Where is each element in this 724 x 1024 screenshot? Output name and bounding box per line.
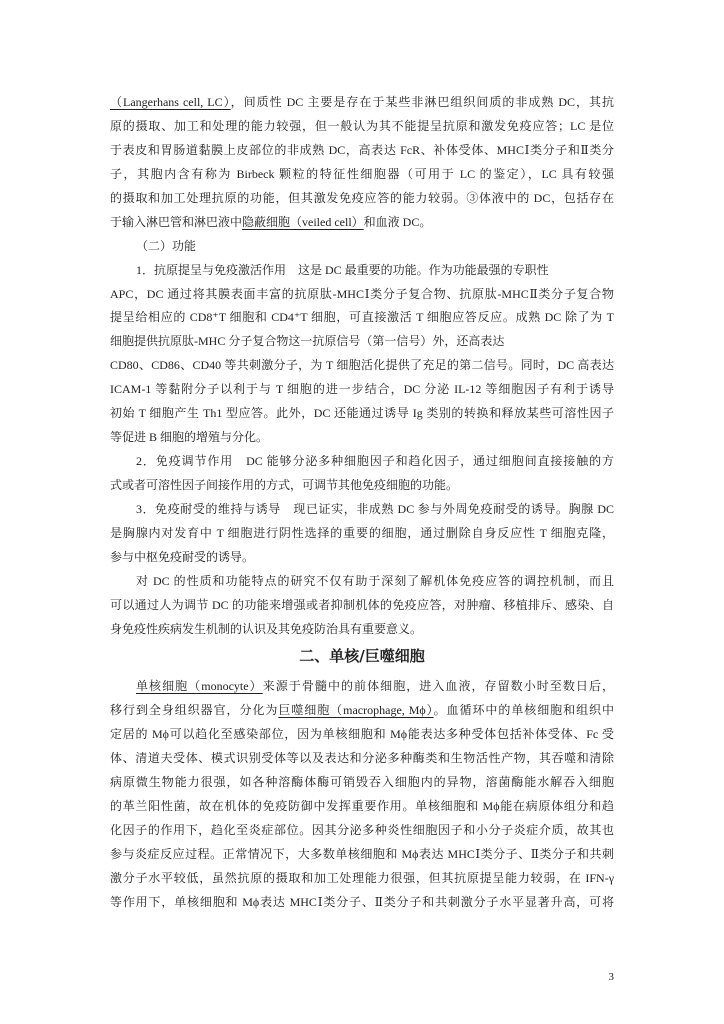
text-line [110, 211, 614, 235]
text-line [110, 674, 614, 698]
text-line: 式或者可溶性因子间接作用的方式，可调节其他免疫细胞的功能。 [110, 478, 459, 492]
text-line [110, 91, 614, 115]
text-line: 的革兰阳性菌，故在机体的免疫防御中发挥重要作用。单核细胞和 Mϕ能在病原体组分和趋 [110, 798, 614, 813]
text-line: 2．免疫调节作用 DC 能够分泌多种细胞因子和趋化因子，通过细胞间直接接触的方 [136, 454, 614, 469]
text-line: CD80、CD86、CD40 等共刺激分子，为 T 细胞活化提供了充足的第二信号。同时，DC 高表达 [110, 358, 614, 373]
text-line: 体、清道夫受体、模式识别受体等以及表达和分泌多种酶类和生物活性产物，其吞噬和清除 [110, 750, 614, 765]
underlined-term: 巨噬细胞（macrophage, Mϕ） [278, 702, 434, 717]
text-segment: 。血循环中的单核细胞和组织中 [433, 702, 614, 717]
underlined-term: 单核细胞（monocyte） [136, 678, 263, 693]
text-segment: 和血液 DC。 [363, 214, 432, 229]
text-segment: 来源于骨髓中的前体细胞，进入血液，存留数小时至数日后， [262, 678, 614, 693]
section-heading: 二、单核/巨噬细胞 [299, 646, 425, 665]
text-line: 初始 T 细胞产生 Th1 型应答。此外，DC 还能通过诱导 Ig 类别的转换和释放某些可溶性因子 [110, 406, 614, 421]
text-segment: ，间质性 DC 主要是存在于某些非淋巴组织间质的非成熟 DC，其抗 [230, 95, 614, 109]
text-line: 定居的 Mϕ可以趋化至感染部位，因为单核细胞和 Mϕ能表达多种受体包括补体受体、Fc 受 [110, 726, 614, 741]
text-line: 于表皮和胃肠道黏膜上皮部位的非成熟 DC，高表达 FcR、补体受体、MHCⅠ类分子和Ⅱ类分 [110, 142, 614, 157]
text-line: 3．免疫耐受的维持与诱导 现已证实，非成熟 DC 参与外周免疫耐受的诱导。胸腺 DC [136, 501, 614, 516]
text-line: 是胸腺内对发育中 T 细胞进行阴性选择的重要的细胞，通过删除自身反应性 T 细胞克隆， [110, 525, 614, 540]
text-line: 1．抗原提呈与免疫激活作用 这是 DC 最重要的功能。作为功能最强的专职性 [136, 262, 549, 277]
text-line: 等作用下，单核细胞和 Mϕ表达 MHCⅠ类分子、Ⅱ类分子和共刺激分子水平显著升高，可将 [110, 894, 614, 909]
text-line: 身免疫性疾病发生机制的认识及其免疫防治具有重要意义。 [110, 621, 423, 636]
text-line: 的摄取和加工处理抗原的功能，但其激发免疫应答的能力较弱。③体液中的 DC，包括存在 [110, 190, 614, 205]
text-line: 病原微生物能力很强，如各种溶酶体酶可销毁吞入细胞内的异物，溶菌酶能水解吞入细胞 [110, 774, 614, 789]
text-line: 提呈给相应的 CD8⁺T 细胞和 CD4⁺T 细胞，可直接激活 T 细胞应答反应。成熟 DC 除了为 T [110, 310, 614, 325]
text-line: APC，DC 通过将其膜表面丰富的抗原肽-MHCⅠ类分子复合物、抗原肽-MHCⅡ类分子复合物 [110, 286, 614, 301]
page-number: 3 [608, 971, 614, 983]
text-line: 参与中枢免疫耐受的诱导。 [110, 549, 255, 564]
text-segment: 于输入淋巴管和淋巴液中 [110, 214, 243, 229]
text-line: 激分子水平较低，虽然抗原的摄取和加工处理能力很强，但其抗原提呈能力较弱，在 IFN-γ [110, 870, 614, 885]
text-line: ICAM-1 等黏附分子以利于与 T 细胞的进一步结合，DC 分泌 IL-12 等细胞因子有利于诱导 [110, 382, 614, 397]
underlined-term: （Langerhans cell, LC） [110, 95, 231, 109]
text-line: 对 DC 的性质和功能特点的研究不仅有助于深刻了解机体免疫应答的调控机制，而且 [136, 573, 614, 588]
text-line [110, 698, 614, 722]
text-segment: 移行到全身组织器官，分化为 [110, 702, 279, 717]
text-line: 等促进 B 细胞的增殖与分化。 [110, 430, 269, 445]
text-line: 化因子的作用下，趋化至炎症部位。因其分泌多种炎性细胞因子和小分子炎症介质，故其也 [110, 822, 614, 837]
subsection-heading: （二）功能 [136, 238, 197, 253]
text-line: 原的摄取、加工和处理的能力较强，但一般认为其不能提呈抗原和激发免疫应答；LC 是位 [110, 118, 614, 133]
text-line: 可以通过人为调节 DC 的功能来增强或者抑制机体的免疫应答，对肿瘤、移植排斥、感染、自 [110, 597, 614, 612]
page-body [110, 91, 614, 914]
text-line: 细胞提供抗原肽-MHC 分子复合物这一抗原信号（第一信号）外，还高表达 [110, 334, 505, 349]
text-line: 参与炎症反应过程。正常情况下，大多数单核细胞和 Mϕ表达 MHCⅠ类分子、Ⅱ类分子和共刺 [110, 846, 614, 861]
underlined-term: 隐蔽细胞（veiled cell） [242, 214, 364, 229]
text-line: 子，其胞内含有称为 Birbeck 颗粒的特征性细胞器（可用于 LC 的鉴定），LC 具有较强 [110, 166, 614, 181]
